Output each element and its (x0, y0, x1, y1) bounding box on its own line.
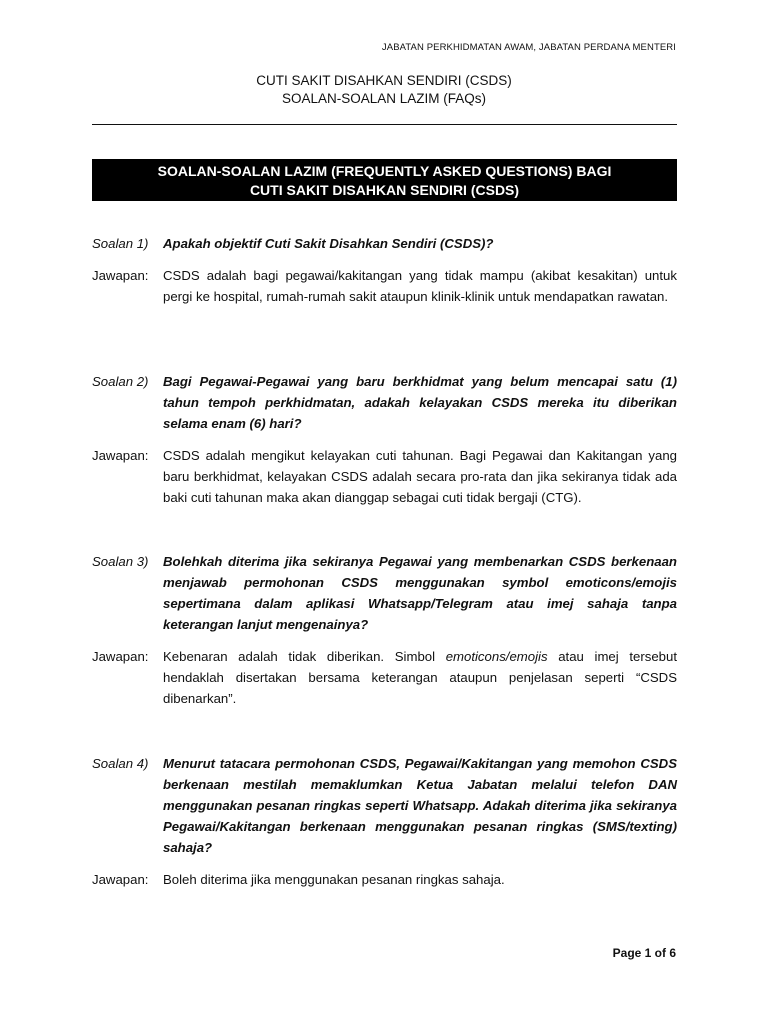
question-row (92, 551, 677, 635)
header-divider (92, 124, 677, 125)
faq-item-2 (92, 371, 677, 508)
question-text: Bolehkah diterima jika sekiranya Pegawai yang membenarkan CSDS berkenaan menjawab permohonan CSDS menggunakan symbol emoticons/emojis sepertimana dalam aplikasi Whatsapp/Telegram atau imej sahaja tanpa keterangan lanjut mengenainya? (163, 554, 677, 632)
answer-text-italic: emoticons/emojis (445, 649, 548, 664)
answer-row (92, 869, 677, 890)
answer-label: Jawapan: (92, 872, 149, 887)
question-label: Soalan 3) (92, 554, 149, 569)
question-label: Soalan 2) (92, 374, 149, 389)
answer-text-part: Kebenaran adalah tidak diberikan. Simbol (163, 649, 446, 664)
answer-label: Jawapan: (92, 448, 149, 463)
question-text: Menurut tatacara permohonan CSDS, Pegawai/Kakitangan yang memohon CSDS berkenaan mestilah memaklumkan Ketua Jabatan melalui telefon DAN menggunakan pesanan ringkas seperti Whatsapp. Adakah diterima jika sekiranya Pegawai/Kakitangan berkenaan menggunakan pesanan ringkas (SMS/texting) sahaja? (163, 756, 677, 855)
answer-text (163, 646, 677, 709)
banner-line-2: CUTI SAKIT DISAHKAN SENDIRI (CSDS) (249, 182, 520, 198)
question-row (92, 233, 677, 254)
document-title: CUTI SAKIT DISAHKAN SENDIRI (CSDS) (256, 73, 512, 88)
document-title-block (0, 72, 768, 108)
document-subtitle: SOALAN-SOALAN LAZIM (FAQs) (281, 91, 487, 106)
question-row (92, 371, 677, 434)
answer-text: CSDS adalah mengikut kelayakan cuti tahunan. Bagi Pegawai dan Kakitangan yang baru berkhidmat, kelayakan CSDS adalah secara pro-rata dan jika sekiranya tidak ada baki cuti tahunan maka akan dianggap sebagai cuti tidak bergaji (CTG). (163, 448, 677, 505)
faq-item-1 (92, 233, 677, 307)
answer-label: Jawapan: (92, 268, 149, 283)
faq-item-3 (92, 551, 677, 709)
header-agency: JABATAN PERKHIDMATAN AWAM, JABATAN PERDANA MENTERI (381, 42, 676, 53)
question-text: Bagi Pegawai-Pegawai yang baru berkhidmat yang belum mencapai satu (1) tahun tempoh perkhidmatan, adakah kelayakan CSDS mereka itu diberikan selama enam (6) hari? (163, 374, 677, 431)
question-row (92, 753, 677, 858)
answer-text-part: atau imej tersebut hendaklah disertakan bersama keterangan ataupun penjelasan seperti “CSDS dibenarkan”. (163, 649, 677, 706)
answer-row (92, 265, 677, 307)
answer-row (92, 646, 677, 709)
answer-row (92, 445, 677, 508)
answer-label: Jawapan: (92, 649, 149, 664)
section-banner (92, 159, 677, 201)
banner-line-1: SOALAN-SOALAN LAZIM (FREQUENTLY ASKED QUESTIONS) BAGI (157, 163, 612, 179)
page-number: Page 1 of 6 (612, 946, 676, 960)
answer-text: Boleh diterima jika menggunakan pesanan ringkas sahaja. (163, 872, 505, 887)
answer-text: CSDS adalah bagi pegawai/kakitangan yang tidak mampu (akibat kesakitan) untuk pergi ke hospital, rumah-rumah sakit ataupun klinik-klinik untuk mendapatkan rawatan. (163, 268, 677, 304)
faq-item-4 (92, 753, 677, 890)
question-text: Apakah objektif Cuti Sakit Disahkan Sendiri (CSDS)? (163, 236, 494, 251)
question-label: Soalan 4) (92, 756, 149, 771)
question-label: Soalan 1) (92, 236, 149, 251)
